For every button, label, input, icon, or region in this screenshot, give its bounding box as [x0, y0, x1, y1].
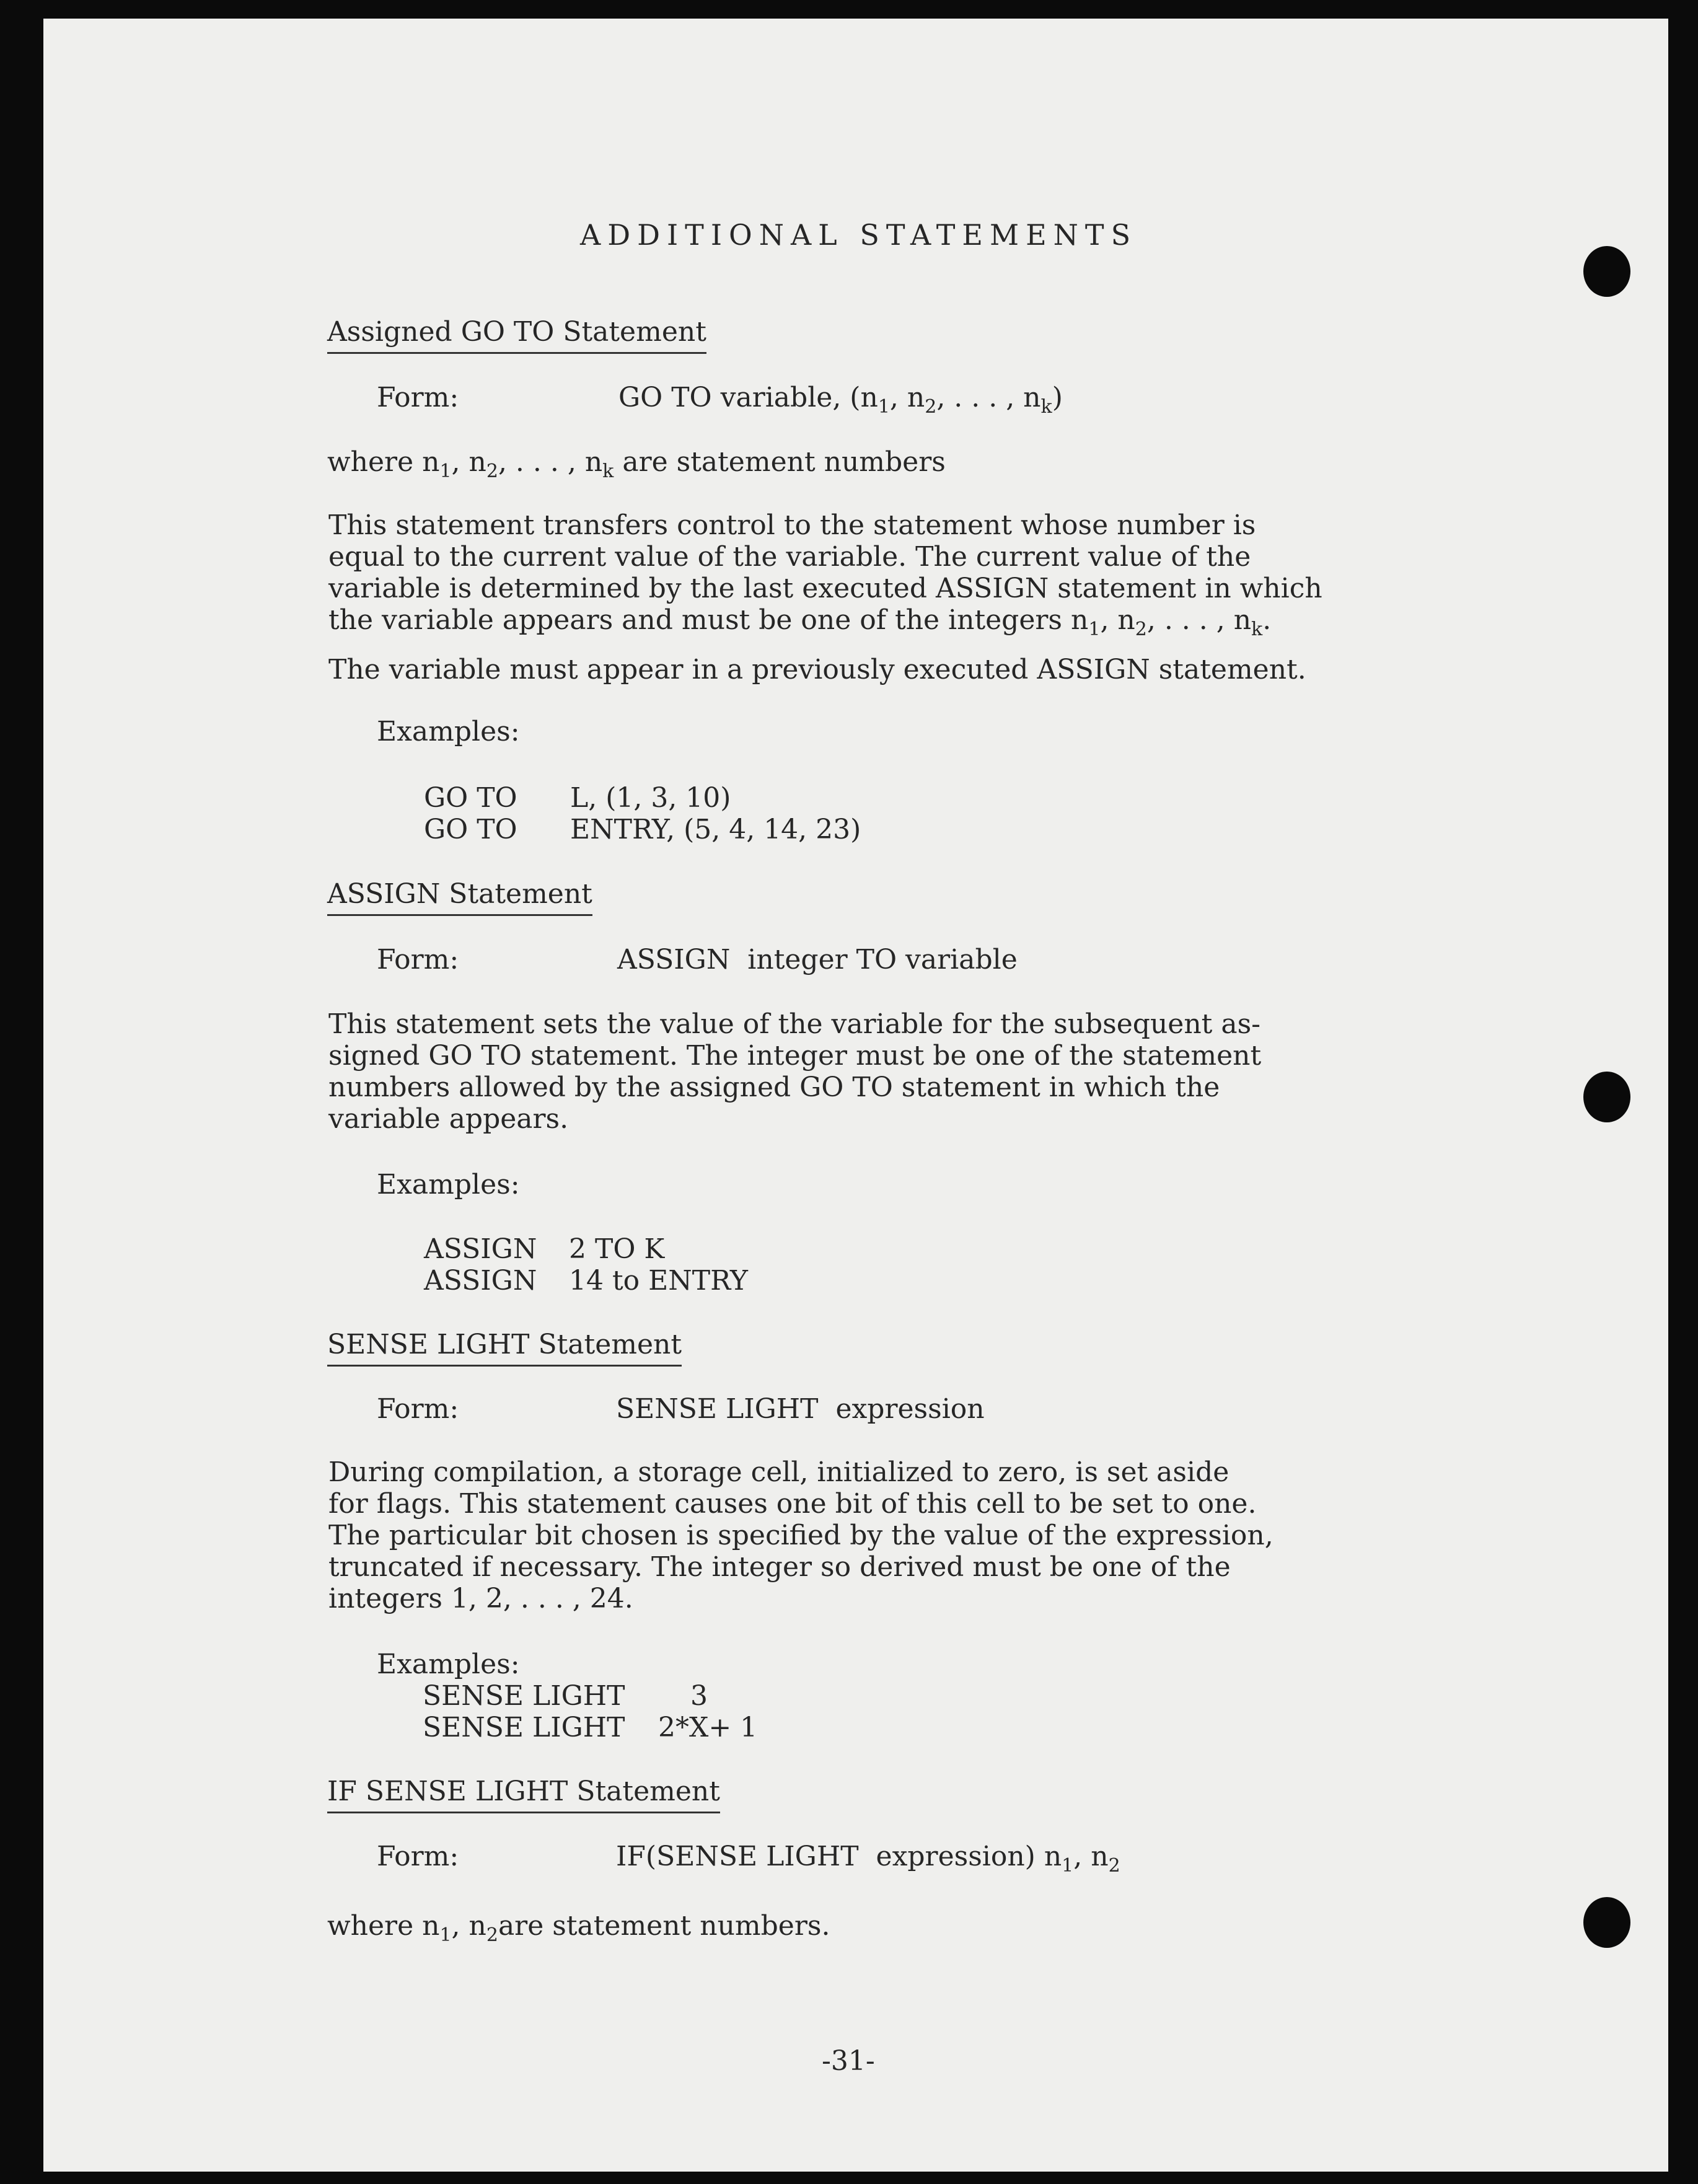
form-text: IF(SENSE LIGHT expression) [616, 1841, 1036, 1872]
form-label: Form: [377, 1841, 459, 1872]
where-tail: are statement numbers [622, 446, 946, 478]
paragraph-line: variable is determined by the last executed ASSIGN statement in which [328, 573, 1322, 604]
paragraph-line: integers 1, 2, . . . , 24. [328, 1583, 633, 1614]
paragraph-line: This statement sets the value of the variable for the subsequent as- [328, 1008, 1261, 1040]
paragraph-line: numbers allowed by the assigned GO TO statement in which the [328, 1072, 1220, 1103]
example-args: 14 to ENTRY [569, 1265, 748, 1297]
section-title-assigned-goto: Assigned GO TO Statement [327, 316, 706, 354]
paragraph-line: for flags. This statement causes one bit of this cell to be set to one. [328, 1488, 1257, 1520]
example-args: 2 TO K [569, 1233, 665, 1265]
section-title-assign: ASSIGN Statement [327, 878, 592, 916]
example-keyword: ASSIGN [424, 1265, 537, 1297]
punch-hole-middle [1583, 1072, 1630, 1122]
form-label: Form: [377, 382, 459, 413]
paragraph-line: The particular bit chosen is specified by the value of the expression, [328, 1520, 1274, 1551]
section-title-sense-light: SENSE LIGHT Statement [327, 1329, 682, 1367]
where-clause: where $n_1$, $n_2$, . . . , $n_k$ are statement numbers [327, 446, 946, 482]
punch-hole-top [1583, 246, 1630, 297]
example-args: ENTRY, (5, 4, 14, 23) [570, 814, 861, 845]
paragraph-line: signed GO TO statement. The integer must be one of the statement [328, 1040, 1262, 1072]
section-title-if-sense-light: IF SENSE LIGHT Statement [327, 1776, 720, 1813]
paragraph-line: truncated if necessary. The integer so derived must be one of the [328, 1551, 1231, 1583]
example-keyword: GO TO [424, 782, 517, 814]
example-args: 2*X+ 1 [658, 1712, 758, 1743]
example-keyword: ASSIGN [424, 1233, 537, 1265]
examples-label: Examples: [377, 1169, 520, 1200]
form-syntax: IF(SENSE LIGHT expression) $n_1$, $n_2$ [616, 1841, 1120, 1877]
where-word: where [327, 446, 414, 478]
punch-hole-bottom [1583, 1897, 1630, 1948]
example-keyword: SENSE LIGHT [423, 1680, 625, 1712]
paragraph-line: During compilation, a storage cell, initialized to zero, is set aside [328, 1456, 1230, 1488]
form-label: Form: [377, 944, 459, 975]
example-args: 3 [690, 1680, 708, 1712]
paragraph-line: The variable must appear in a previously executed ASSIGN statement. [328, 654, 1306, 685]
example-keyword: SENSE LIGHT [423, 1712, 625, 1743]
where-clause: where $n_1$, $n_2are$ statement numbers. [327, 1910, 830, 1946]
where-word: where [327, 1910, 414, 1942]
example-keyword: GO TO [424, 814, 517, 845]
paragraph-line: variable appears. [328, 1103, 569, 1135]
examples-label: Examples: [377, 1649, 520, 1680]
paragraph-line: equal to the current value of the variable. The current value of the [328, 541, 1251, 573]
page-heading: ADDITIONAL STATEMENTS [580, 218, 1138, 252]
form-text: ASSIGN integer TO variable [617, 944, 1018, 975]
form-text: GO TO variable, [618, 382, 842, 413]
form-text: SENSE LIGHT expression [616, 1393, 985, 1425]
form-label: Form: [377, 1393, 459, 1425]
page-number: -31- [822, 2045, 875, 2077]
paragraph-line: This statement transfers control to the statement whose number is [328, 509, 1256, 541]
where-tail: are statement numbers. [498, 1910, 830, 1942]
paragraph-line-integers: the variable appears and must be one of the integers $n_1$, $n_2$, . . . , $n_k$. [328, 604, 1272, 640]
example-args: L, (1, 3, 10) [570, 782, 731, 814]
examples-label: Examples: [377, 716, 520, 747]
form-syntax: GO TO variable, ($n_1$, $n_2$, . . . , $n_k$) [618, 382, 1063, 418]
paragraph-text: the variable appears and must be one of the integers [328, 604, 1063, 636]
